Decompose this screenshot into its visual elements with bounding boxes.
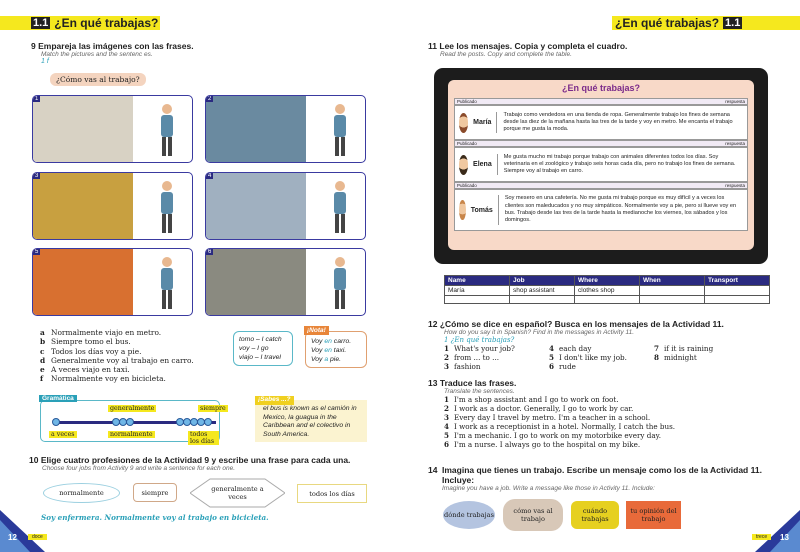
bus-photo (206, 173, 306, 239)
exercise-title: Traduce las frases. (439, 378, 517, 388)
speech-bubble: ¿Cómo vas al trabajo? (50, 73, 146, 86)
column-header: When (640, 276, 705, 286)
vocab-item: viajo – I travel (239, 354, 281, 361)
option-cuando-trabajas: cuándo trabajas (571, 501, 619, 529)
item-text: Every day I travel by metro. I'm a teacher in a school. (454, 413, 651, 422)
exercise-title: Elige cuatro profesiones de la Actividad 9 y escribe una frase para cada una. (40, 455, 351, 465)
item-number: 8 (654, 353, 660, 362)
sentence-letter: f (40, 374, 44, 384)
sabes-tag: ¡Sabes ...? (255, 396, 294, 405)
sentence-item (40, 374, 194, 383)
picture-card (32, 172, 193, 240)
item-text: I work as a doctor. Generally, I go to work by car. (454, 404, 634, 413)
table-header (445, 276, 770, 286)
post-text: Soy mesero en una cafetería. No me gusta mi trabajo porque es muy difícil y a veces los clientes son maleducados y no muy simpáticos. Normalmente voy a pie, pero si llueve voy en bus. Trabajo desde las tres de la tarde hasta la medianoche los viernes, los sábados y los domingos. (498, 195, 743, 224)
businesswoman-illustration (156, 179, 178, 235)
card-number: 3 (35, 173, 39, 179)
post-text: Trabajo como vendedora en una tienda de ropa. Generalmente trabajo los fines de semana desde las diez de la mañana hasta las tres de la tarde y voy en metro. Me encanta el trabajo porque me gusta la moda. (496, 112, 743, 134)
exercise-number: 13 (428, 378, 438, 388)
list-item (654, 353, 764, 362)
item-number: 2 (444, 353, 450, 362)
exercise-title: Lee los mensajes. Copia y completa el cuadro. (439, 41, 628, 51)
info-table (444, 275, 770, 304)
item-text: I work as a receptionist in a hotel. Normally, I catch the bus. (454, 422, 676, 431)
option-todos-los-dias: todos los días (297, 484, 367, 503)
item-number: 7 (654, 344, 660, 353)
page-number: 12 (8, 533, 17, 542)
bicycle-photo (33, 96, 133, 162)
exercise-subtitle: Match the pictures and the sentenc es. (41, 51, 153, 58)
picture-card (205, 95, 366, 163)
nota-text: taxi. (331, 347, 347, 354)
picture-card (32, 95, 193, 163)
sentence-text: Normalmente voy en bicicleta. (51, 374, 166, 384)
frequency-label: generalmente (110, 405, 155, 412)
vocab-item: tomo – I catch (239, 336, 282, 343)
exercise-9-header (31, 41, 194, 65)
table-row (445, 286, 770, 296)
list-item (444, 431, 798, 440)
frequency-label: a veces (51, 431, 75, 438)
table-cell (640, 286, 705, 296)
option-donde-trabajas: dónde trabajas (443, 501, 495, 529)
item-number: 3 (444, 413, 450, 422)
card-number: 5 (35, 249, 39, 255)
nota-highlight: en (324, 347, 332, 354)
vocab-item: voy – I go (239, 345, 269, 352)
exercise-number: 14 (428, 465, 438, 475)
post (454, 105, 748, 140)
avatar (459, 200, 466, 220)
frequency-label: siempre (200, 405, 226, 412)
reply-link[interactable]: respuesta (725, 183, 745, 188)
picture-card (32, 248, 193, 316)
list-item (444, 404, 798, 413)
reply-link[interactable]: respuesta (725, 99, 745, 104)
taxis-photo (33, 173, 133, 239)
item-number: 5 (549, 353, 555, 362)
item-number: 6 (444, 440, 450, 449)
list-item (444, 362, 549, 371)
item-text: each day (559, 344, 592, 353)
people-walking-photo (206, 249, 306, 315)
nota-highlight: a (324, 356, 329, 363)
nota-box (305, 327, 367, 368)
table-cell (445, 296, 510, 304)
sentence-letter: a (40, 328, 45, 337)
waitress-illustration (329, 179, 351, 235)
nota-line (311, 346, 361, 355)
nota-line (311, 337, 361, 346)
list-item (444, 413, 798, 422)
gramatica-box (40, 395, 226, 445)
option-siempre: siempre (133, 483, 177, 502)
item-text: from ... to ... (454, 353, 500, 362)
classic-cars-photo (206, 96, 306, 162)
exercise-number: 11 (428, 41, 437, 51)
post-author: Tomás (470, 206, 493, 214)
item-number: 4 (444, 422, 450, 431)
exercise-subtitle: How do you say it in Spanish? Find in the messages in Activity 11. (444, 329, 635, 336)
sentence-item (40, 356, 194, 365)
tablet (434, 68, 768, 264)
reply-link[interactable]: respuesta (725, 141, 745, 146)
avatar (459, 113, 468, 133)
picture-card (205, 172, 366, 240)
list-item (444, 440, 798, 449)
sentence-letter: b (40, 337, 46, 347)
page-word: trece (752, 534, 771, 540)
mechanic-illustration (329, 102, 351, 158)
published-label: Publicado (457, 183, 477, 188)
screen-title: ¿En qué trabajas? (561, 83, 641, 93)
list-item (444, 395, 798, 404)
table-cell (705, 296, 770, 304)
nota-highlight: en (324, 338, 332, 345)
page-number: 13 (780, 533, 789, 542)
exercise-10-header (29, 455, 350, 472)
option-como-vas: cómo vas al trabajo (503, 499, 563, 531)
exercise-number: 9 (31, 41, 36, 51)
item-text: I'm a nurse. I always go to the hospital on my bike. (454, 440, 641, 449)
published-label: Publicado (457, 141, 477, 146)
nurse-illustration (156, 102, 178, 158)
avatar (459, 155, 468, 175)
exercise-subtitle: Imagine you have a job. Write a message like those in Activity 11. Include: (442, 485, 655, 492)
exercise-13 (428, 378, 798, 449)
option-label: generalmente a veces (211, 485, 264, 501)
list-item (549, 353, 654, 362)
metro-photo (33, 249, 133, 315)
column-header: Name (445, 276, 510, 286)
item-number: 4 (549, 344, 555, 353)
exercise-subtitle: Read the posts. Copy and complete the table. (440, 51, 572, 58)
sentence-letter: e (40, 365, 45, 375)
nota-text: pie. (328, 356, 341, 363)
sentence-letter: d (40, 355, 46, 365)
card-number: 2 (208, 96, 212, 102)
exercise-11-header (428, 41, 627, 58)
table-cell: shop assistant (510, 286, 575, 296)
table-cell (640, 296, 705, 304)
post (454, 189, 748, 231)
item-text: rude (559, 362, 576, 371)
sentence-text: Normalmente viajo en metro. (51, 328, 162, 337)
item-text: if it is raining (664, 344, 714, 353)
item-number: 1 (444, 344, 450, 353)
column-header: Transport (705, 276, 770, 286)
frequency-label: normalmente (110, 431, 153, 438)
item-number: 5 (444, 431, 450, 440)
option-generalmente-a-veces (190, 478, 285, 508)
list-item (444, 344, 549, 353)
item-text: I'm a mechanic. I go to work on my motorbike every day. (454, 431, 662, 440)
unit-number: 1.1 (725, 17, 741, 29)
sentence-item (40, 365, 194, 374)
table-cell: clothes shop (575, 286, 640, 296)
page-corner-decoration (0, 510, 50, 552)
nota-text: Voy (311, 347, 325, 354)
item-text: fashion (454, 362, 481, 371)
post-author: Elena (473, 161, 492, 168)
exercise-number: 12 (428, 319, 438, 329)
woman-illustration (329, 255, 351, 311)
sentence-item (40, 347, 194, 356)
nota-text: Voy (311, 356, 325, 363)
exercise-example: 1 f (41, 58, 49, 65)
sentence-text: Todos los días voy a pie. (51, 346, 142, 356)
tablet-screen (448, 80, 754, 250)
unit-number: 1.1 (33, 17, 49, 29)
item-text: What's your job? (454, 344, 515, 353)
vocab-box (233, 331, 293, 366)
exercise-number: 10 (29, 455, 39, 465)
post-author: María (473, 119, 492, 126)
sabes-text: el bus is known as el camión in Mexico, la guagua in the Caribbean and el colectivo in South America. (263, 405, 357, 438)
right-header (615, 16, 742, 30)
post (454, 147, 748, 182)
nota-text: Voy (311, 338, 325, 345)
left-header (31, 16, 158, 30)
list-item (444, 422, 798, 431)
exercise-subtitle: Translate the sentences. (444, 388, 515, 395)
exercise-14 (428, 465, 768, 492)
card-number: 6 (208, 249, 212, 255)
page-corner-decoration (750, 510, 800, 552)
option-normalmente: normalmente (43, 483, 120, 503)
sabes-box (255, 396, 367, 442)
card-number: 1 (35, 96, 39, 102)
column-header: Where (575, 276, 640, 286)
sentence-text: Generalmente voy al trabajo en carro. (51, 355, 194, 365)
table-cell (575, 296, 640, 304)
post-header (454, 140, 748, 147)
nota-line (311, 355, 361, 364)
frequency-label: todos los días (188, 431, 219, 445)
table-row (445, 296, 770, 304)
sentence-item (40, 337, 194, 346)
picture-card (205, 248, 366, 316)
chef-illustration (156, 255, 178, 311)
table-cell (510, 296, 575, 304)
post-text: Me gusta mucho mi trabajo porque trabajo con animales diferentes todos los días. Soy veterinaria en el zoológico y trabajo seis horas cada día, pero no trabajo los fines de semana. Siempre voy al trabajo en carro. (497, 154, 743, 176)
nota-tag: ¡Nota! (304, 326, 329, 335)
item-number: 1 (444, 395, 450, 404)
sentence-letter: c (40, 346, 45, 356)
post-header (454, 182, 748, 189)
item-number: 2 (444, 404, 450, 413)
sentence-list (40, 328, 194, 384)
post-header (454, 98, 748, 105)
sentence-text: Siempre tomo el bus. (51, 337, 131, 347)
item-text: midnight (664, 353, 697, 362)
item-text: I'm a shop assistant and I go to work on foot. (454, 395, 619, 404)
exercise-title: Empareja las imágenes con las frases. (38, 41, 194, 51)
page-title: ¿En qué trabajas? (54, 16, 159, 30)
exercise-example: Soy enfermera. Normalmente voy al trabajo en bicicleta. (41, 513, 269, 522)
exercise-example: 1 ¿En qué trabajas? (444, 336, 515, 344)
item-number: 6 (549, 362, 555, 371)
exercise-title: Imagina que tienes un trabajo. Escribe un mensaje como los de la Actividad 11. Incluye: (442, 465, 762, 485)
list-item (444, 353, 549, 362)
list-item (549, 344, 654, 353)
sentence-item (40, 328, 194, 337)
table-cell: María (445, 286, 510, 296)
table-cell (705, 286, 770, 296)
sentence-text: A veces viajo en taxi. (51, 365, 130, 375)
page-title: ¿En qué trabajas? (615, 16, 720, 30)
list-item (549, 362, 654, 371)
frequency-line (56, 421, 216, 424)
item-text: I don't like my job. (559, 353, 627, 362)
card-number: 4 (208, 173, 212, 179)
published-label: Publicado (457, 99, 477, 104)
column-header: Job (510, 276, 575, 286)
exercise-12 (428, 319, 798, 371)
nota-text: carro. (331, 338, 352, 345)
gramatica-tag: Gramática (39, 395, 77, 402)
exercise-title: ¿Cómo se dice en español? Busca en los mensajes de la Actividad 11. (439, 319, 724, 329)
list-item (654, 344, 764, 353)
exercise-subtitle: Choose four jobs from Activity 9 and write a sentence for each one. (42, 465, 236, 472)
option-tu-opinion: tu opinión del trabajo (626, 501, 681, 529)
page-word: doce (28, 534, 47, 540)
item-number: 3 (444, 362, 450, 371)
